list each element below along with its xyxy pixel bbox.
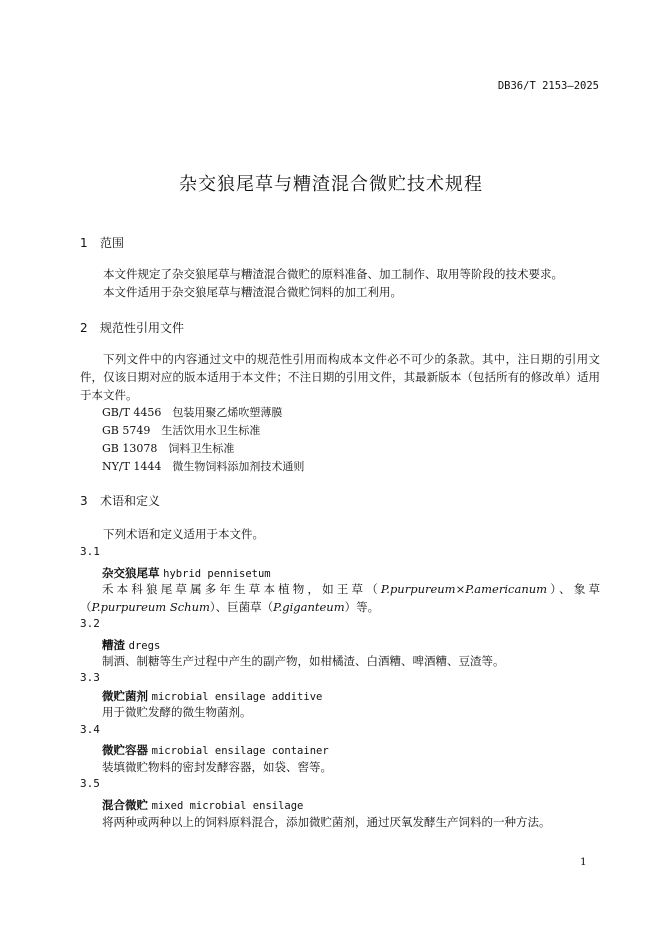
reference-item: NY/T 1444 微生物饲料添加剂技术通则 — [102, 460, 305, 473]
term-number: 3.5 — [80, 777, 100, 790]
section-heading-normative-references — [80, 319, 184, 336]
term-name — [102, 797, 303, 813]
term-name — [102, 742, 329, 758]
reference-item: GB 5749 生活饮用水卫生标准 — [102, 424, 261, 437]
term-name — [102, 688, 322, 704]
definition-text: ）、象草（ — [80, 582, 601, 614]
term-name-zh: 微贮菌剂 — [102, 689, 148, 703]
section-number: 3 — [80, 494, 88, 508]
section-title: 范围 — [100, 236, 125, 250]
definition-text: ）等。 — [344, 600, 380, 614]
term-name-en: mixed microbial ensilage — [151, 800, 304, 812]
page-number: 1 — [580, 856, 587, 868]
terms-intro-paragraph: 下列术语和定义适用于本文件。 — [103, 527, 264, 541]
term-number: 3.4 — [80, 723, 100, 736]
species-name: P.purpureum×P.americanum — [380, 582, 548, 596]
term-name-en: microbial ensilage additive — [151, 691, 323, 703]
term-definition: 装填微贮物料的密封发酵容器，如袋、窖等。 — [102, 760, 332, 774]
term-name-en: hybrid pennisetum — [163, 568, 271, 580]
term-definition: 用于微贮发酵的微生物菌剂。 — [102, 705, 252, 719]
term-definition — [80, 580, 600, 616]
term-name — [102, 565, 271, 581]
scope-paragraph-1: 本文件规定了杂交狼尾草与糟渣混合微贮的原料准备、加工制作、取用等阶段的技术要求。 — [103, 267, 563, 281]
term-name — [102, 637, 160, 653]
species-name: P.purpureum Schum — [91, 600, 210, 614]
scope-paragraph-2: 本文件适用于杂交狼尾草与糟渣混合微贮饲料的加工利用。 — [103, 285, 402, 299]
reference-item: GB 13078 饲料卫生标准 — [102, 442, 235, 455]
species-name: P.giganteum — [273, 600, 345, 614]
term-definition: 制酒、制糖等生产过程中产生的副产物，如柑橘渣、白酒糟、啤酒糟、豆渣等。 — [102, 654, 505, 668]
definition-text: 禾本科狼尾草属多年生草本植物，如王草（ — [102, 582, 381, 596]
term-name-en: microbial ensilage container — [151, 745, 329, 757]
section-title: 规范性引用文件 — [100, 321, 185, 335]
references-intro-paragraph: 下列文件中的内容通过文中的规范性引用而构成本文件必不可少的条款。其中，注日期的引用文件，仅该日期对应的版本适用于本文件；不注日期的引用文件，其最新版本（包括所有的修改单）适用于本文件。 — [80, 352, 600, 402]
reference-item: GB/T 4456 包装用聚乙烯吹塑薄膜 — [102, 406, 283, 419]
section-title: 术语和定义 — [100, 494, 161, 508]
term-name-en: dregs — [128, 640, 161, 652]
term-name-zh: 微贮容器 — [102, 743, 148, 757]
section-number: 1 — [80, 236, 88, 250]
term-number: 3.3 — [80, 671, 100, 684]
section-number: 2 — [80, 321, 88, 335]
section-heading-terms — [80, 492, 160, 509]
term-name-zh: 杂交狼尾草 — [102, 566, 160, 580]
term-number: 3.2 — [80, 617, 100, 630]
term-number: 3.1 — [80, 545, 100, 558]
standard-number: DB36/T 2153—2025 — [497, 80, 599, 92]
term-name-zh: 混合微贮 — [102, 798, 148, 812]
term-definition: 将两种或两种以上的饲料原料混合，添加微贮菌剂，通过厌氧发酵生产饲料的一种方法。 — [102, 815, 551, 829]
section-heading-scope — [80, 234, 124, 251]
definition-text: ）、巨菌草（ — [209, 600, 274, 614]
document-title: 杂交狼尾草与糟渣混合微贮技术规程 — [179, 174, 483, 195]
term-name-zh: 糟渣 — [102, 638, 125, 652]
